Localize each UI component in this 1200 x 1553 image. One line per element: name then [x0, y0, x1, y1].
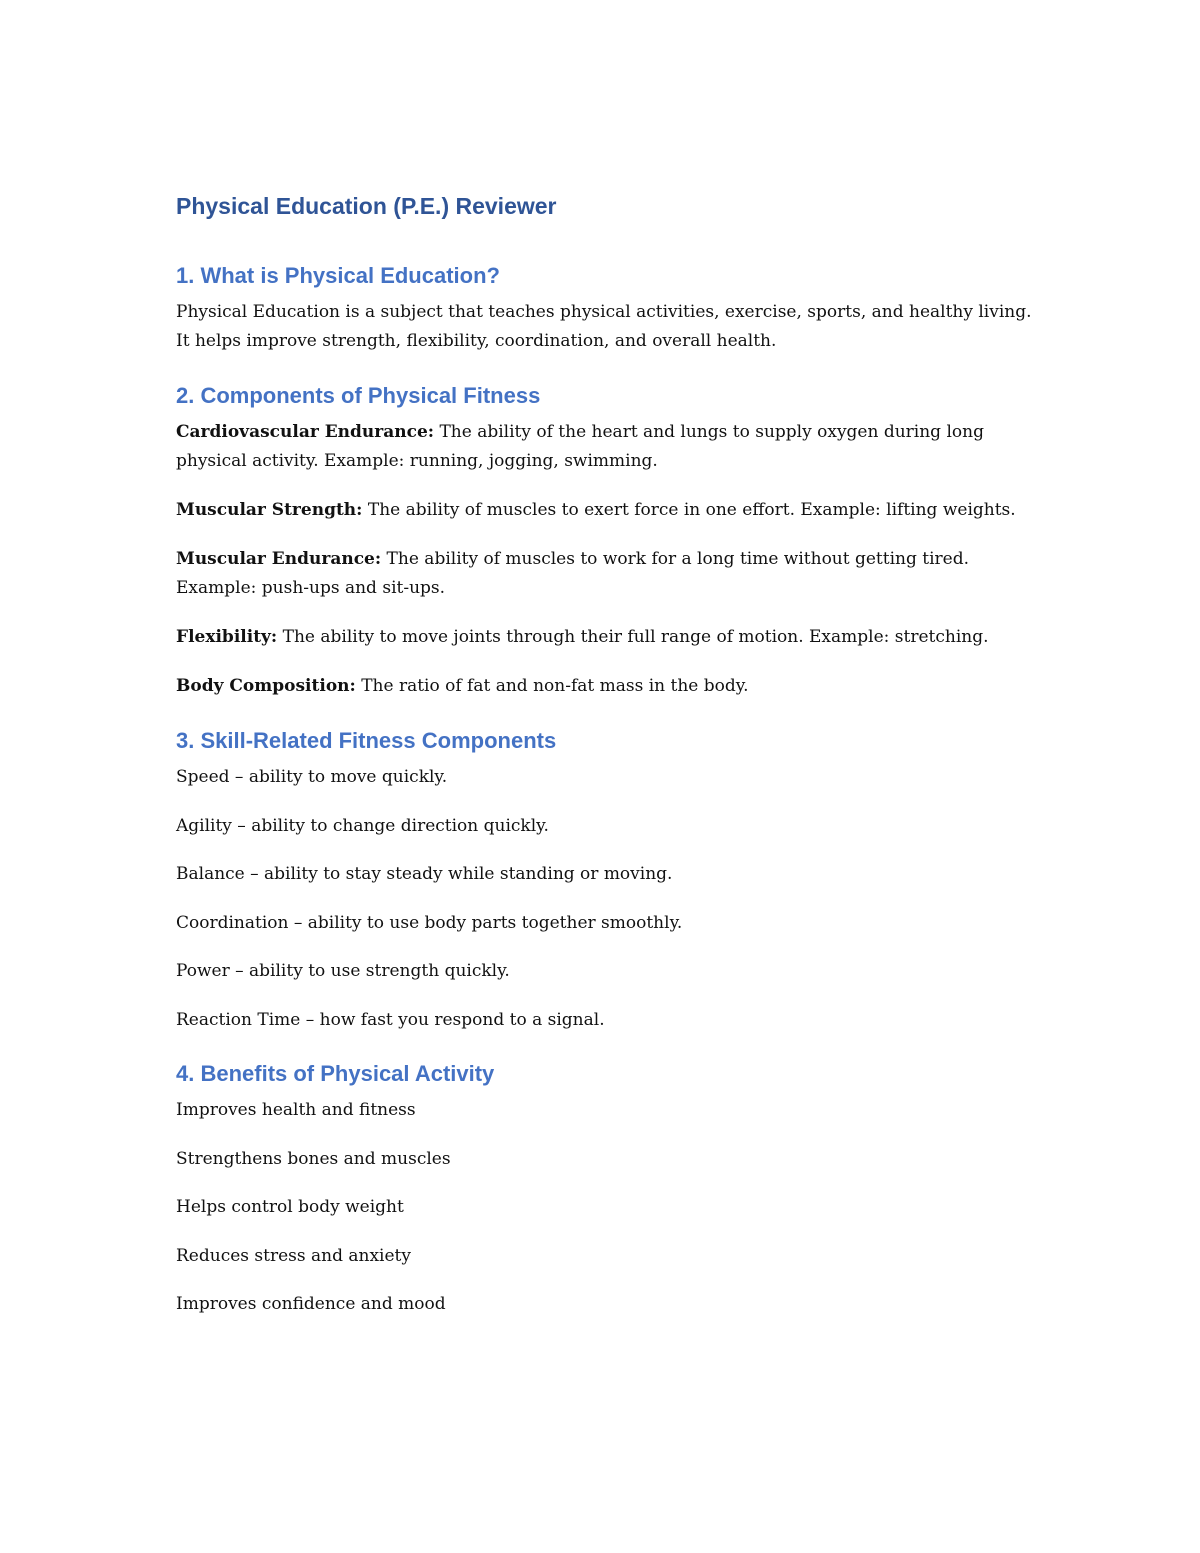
list-item: Improves confidence and mood	[176, 1294, 446, 1314]
component-item	[176, 496, 1036, 525]
list-item: Reduces stress and anxiety	[176, 1245, 411, 1266]
component-description: The ability of muscles to work for a long time without getting tired. Example: push-ups and sit-ups.	[176, 549, 970, 598]
component-term: Cardiovascular Endurance:	[176, 422, 435, 442]
list-item: Reaction Time – how fast you respond to a signal.	[176, 1009, 605, 1030]
section-paragraph: Physical Education is a subject that teaches physical activities, exercise, sports, and healthy living. It helps improve strength, flexibility, coordination, and overall health.	[176, 302, 1032, 351]
list-item: Agility – ability to change direction quickly.	[176, 815, 549, 836]
component-term: Body Composition:	[176, 676, 356, 696]
component-item	[176, 672, 1036, 701]
component-item	[176, 623, 1036, 652]
component-term: Flexibility:	[176, 627, 278, 647]
list-item: Coordination – ability to use body parts together smoothly.	[176, 912, 683, 933]
section-heading: 2. Components of Physical Fitness	[176, 383, 541, 408]
list-item: Improves health and fitness	[176, 1100, 416, 1120]
section-heading: 4. Benefits of Physical Activity	[176, 1061, 495, 1086]
component-item	[176, 418, 1036, 476]
list-item: Speed – ability to move quickly.	[176, 767, 448, 787]
section-heading: 1. What is Physical Education?	[176, 263, 500, 288]
list-item: Power – ability to use strength quickly.	[176, 961, 510, 981]
section-skill-related	[176, 721, 1036, 1035]
document-title: Physical Education (P.E.) Reviewer	[176, 193, 557, 219]
component-item	[176, 545, 1036, 603]
section-heading: 3. Skill-Related Fitness Components	[176, 728, 557, 753]
section-benefits	[176, 1054, 1036, 1319]
list-item: Strengthens bones and muscles	[176, 1148, 451, 1169]
component-term: Muscular Strength:	[176, 500, 363, 520]
list-item: Helps control body weight	[176, 1197, 404, 1217]
component-description: The ability to move joints through their full range of motion. Example: stretching.	[277, 627, 989, 647]
component-term: Muscular Endurance:	[176, 549, 382, 569]
component-description: The ability of muscles to exert force in one effort. Example: lifting weights.	[362, 500, 1016, 520]
document-page	[176, 186, 1036, 1339]
section-fitness-components	[176, 376, 1036, 701]
list-item: Balance – ability to stay steady while standing or moving.	[176, 864, 673, 884]
section-what-is-pe	[176, 256, 1036, 356]
component-description: The ratio of fat and non-fat mass in the body.	[355, 676, 749, 696]
component-description: The ability of the heart and lungs to supply oxygen during long physical activity. Example: running, jogging, swimming.	[176, 422, 984, 471]
